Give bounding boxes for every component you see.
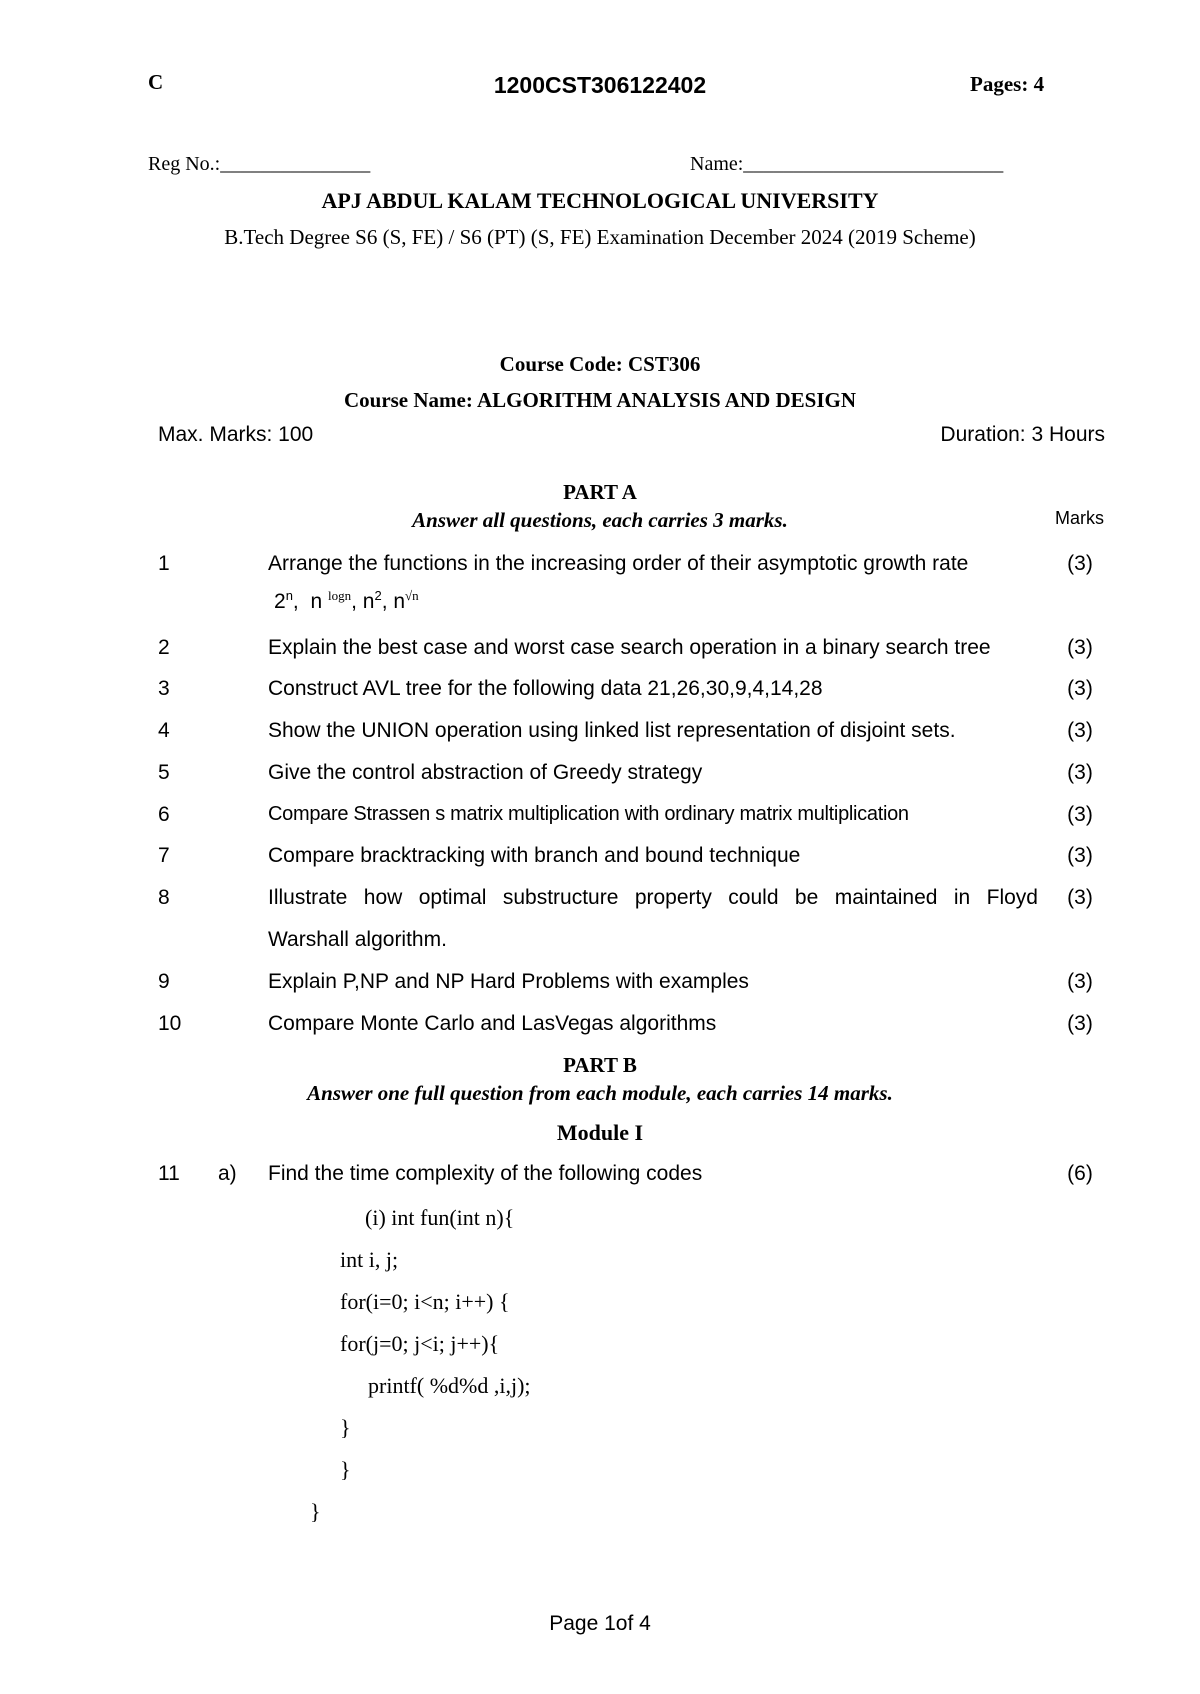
question-number: 9: [158, 970, 170, 993]
question-text: Construct AVL tree for the following data 21,26,30,9,4,14,28: [268, 677, 823, 700]
question-marks: (3): [1067, 803, 1093, 826]
question-number: 2: [158, 636, 170, 659]
code-line: for(j=0; j<i; j++){: [340, 1331, 500, 1356]
page-footer: Page 1of 4: [549, 1612, 651, 1635]
question-marks: (3): [1067, 761, 1093, 784]
question-text: Arrange the functions in the increasing order of their asymptotic growth rate: [268, 552, 969, 575]
paper-code: 1200CST306122402: [493, 72, 707, 98]
question-marks: (3): [1067, 636, 1093, 659]
code-line: }: [340, 1457, 351, 1482]
question-number: 4: [158, 719, 170, 742]
university-name: APJ ABDUL KALAM TECHNOLOGICAL UNIVERSITY: [321, 188, 879, 213]
question-marks: (3): [1067, 970, 1093, 993]
question-text: Compare Strassen s matrix multiplication with ordinary matrix multiplication: [268, 803, 909, 825]
module-heading: Module I: [556, 1120, 644, 1145]
question-text: Find the time complexity of the following codes: [268, 1162, 703, 1185]
question-number: 8: [158, 886, 170, 909]
code-line: }: [340, 1415, 351, 1440]
exam-title: B.Tech Degree S6 (S, FE) / S6 (PT) (S, FE) Examination December 2024 (2019 Scheme): [224, 225, 976, 249]
course-code: Course Code: CST306: [499, 352, 701, 376]
question-text: Explain P,NP and NP Hard Problems with examples: [268, 970, 749, 993]
question-text: Explain the best case and worst case search operation in a binary search tree: [268, 636, 991, 659]
question-text: Compare bracktracking with branch and bound technique: [268, 844, 801, 867]
question-number: 7: [158, 844, 170, 867]
series-letter: C: [148, 70, 164, 94]
part-b-title: PART B: [563, 1053, 637, 1077]
reg-no-field: Reg No.:_______________: [148, 153, 371, 175]
question-number: 6: [158, 803, 170, 826]
question-marks: (3): [1067, 677, 1093, 700]
question-marks: (3): [1067, 552, 1093, 575]
question-marks: (3): [1067, 886, 1093, 909]
question-number: 5: [158, 761, 170, 784]
name-field: Name:__________________________: [690, 153, 1004, 175]
question-number: 1: [158, 552, 170, 575]
question-number: 3: [158, 677, 170, 700]
question-text-continued: Warshall algorithm.: [268, 928, 447, 951]
duration: Duration: 3 Hours: [940, 423, 1105, 446]
part-b-instruction: Answer one full question from each module, each carries 14 marks.: [307, 1081, 893, 1105]
max-marks: Max. Marks: 100: [158, 423, 314, 446]
growth-functions-formula: 2$^n$, n $^{logn}$, $n^2$, $n^{√n}$: [274, 588, 419, 613]
part-a-instruction: Answer all questions, each carries 3 marks.: [412, 508, 788, 532]
question-number: 11: [158, 1162, 180, 1185]
code-line: (i) int fun(int n){: [365, 1205, 515, 1230]
code-line: }: [310, 1499, 321, 1524]
question-text: Compare Monte Carlo and LasVegas algorithms: [268, 1012, 717, 1035]
page-count: Pages: 4: [970, 72, 1045, 96]
part-a-title: PART A: [563, 480, 637, 504]
question-marks: (6): [1067, 1162, 1093, 1185]
question-marks: (3): [1067, 844, 1093, 867]
question-text: Illustrate how optimal substructure property could be maintained in Floyd: [268, 886, 1038, 909]
code-line: printf( %d%d ,i,j);: [368, 1373, 531, 1398]
question-number: 10: [158, 1012, 182, 1035]
code-line: int i, j;: [340, 1247, 399, 1272]
question-text: Show the UNION operation using linked list representation of disjoint sets.: [268, 719, 956, 742]
question-marks: (3): [1067, 719, 1093, 742]
question-text: Give the control abstraction of Greedy strategy: [268, 761, 703, 784]
course-name: Course Name: ALGORITHM ANALYSIS AND DESIGN: [343, 388, 857, 412]
sub-question-label: a): [218, 1162, 237, 1185]
question-marks: (3): [1067, 1012, 1093, 1035]
marks-header: Marks: [1055, 508, 1104, 528]
code-line: for(i=0; i<n; i++) {: [340, 1289, 510, 1314]
